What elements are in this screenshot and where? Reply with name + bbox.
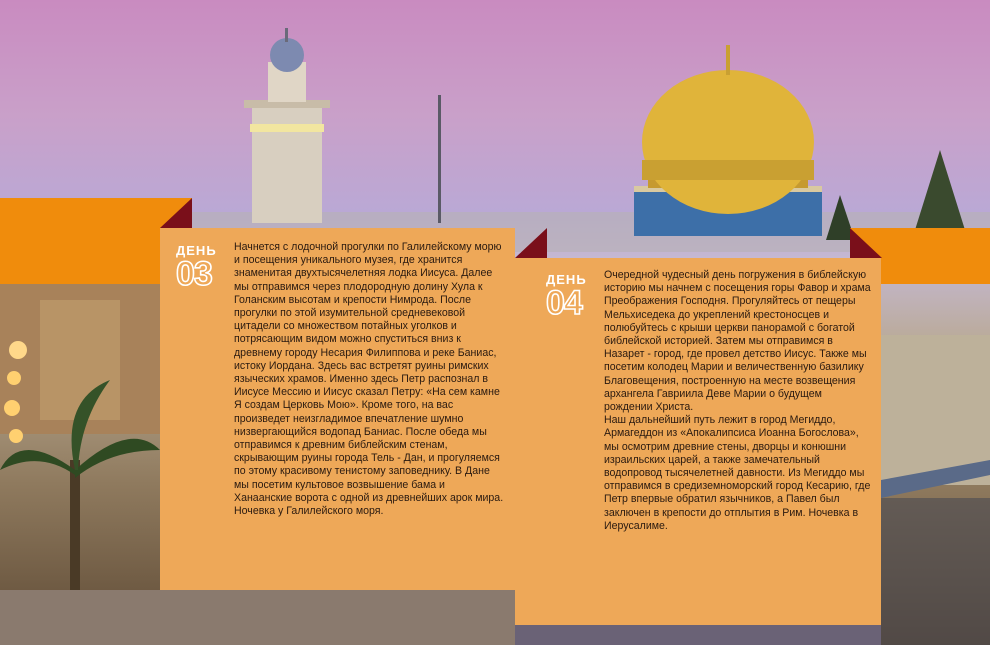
day-04-panel bbox=[515, 258, 881, 625]
day-word: ДЕНЬ bbox=[546, 272, 587, 287]
ribbon-fold-left bbox=[160, 198, 192, 228]
day-number: 03 bbox=[176, 255, 212, 293]
ribbon-fold-right bbox=[850, 228, 882, 258]
minaret-illustration bbox=[244, 28, 330, 223]
day-03-panel bbox=[160, 228, 515, 590]
day-03-description: Начнется с лодочной прогулки по Галилейскому морю и посещения уникального музея, где хранится знаменитая двухтысячелетняя лодка Иисуса. Далее мы отправимся через плодородную долину Хула к Голанским высотам и крепости Нимрода. После прогулки по этой изумительной средневековой цитадели со множеством потайных уголков и потрясающим видом можно спуститься вниз к древнему городу Несария Филиппова и реке Баниас, истоку Иордана. Здесь вас встретят руины римских языческих храмов. Именно здесь Петр распознал в Иисусе Мессию и Иисус сказал Петру: «На сем камне Я создам Церковь Мою». Кроме того, на вас произведет неизгладимое впечатление шумно низвергающийся водопад Баниас. После обеда мы отправимся к древним библейским стенам, скрывающим руины города Тель - Дан, и прогуляемся по этому красивому тенистому заповеднику. В Дане мы посетим культовое возвышение бама и Ханаанские ворота с одной из древнейших арок мира. Ночевка у Галилейского моря. bbox=[234, 241, 504, 518]
day-04-label bbox=[546, 272, 587, 322]
ribbon-fold-middle bbox=[515, 228, 547, 258]
day-04-description: Очередной чудесный день погружения в библейскую историю мы начнем с посещения горы Фавор и храма Преображения Господня. Прогуляйтесь от пещеры Мельхиседека до укреплений крестоносцев и полюбуйтесь с крыши церкви панорамой с богатой библейской историей. Затем мы отправимся в Назарет - город, где провел детство Иисус. Также мы посетим колодец Марии и величественную базилику Благовещения, построенную на месте возвещения архангела Гавриила Деве Марии о будущем рождении Христа. Наш дальнейший путь лежит в город Мегиддо, Армагеддон из «Апокалипсиса Иоанна Богослова», мы осмотрим древние стены, дворцы и конюшни израильских царей, а также замечательный водопровод тысячелетней давности. Из Мегиддо мы отправимся в средиземноморский город Кесарию, где Петр впервые обратил язычников, а Павел был заключен в крепости до отплытия в Рим. Ночевка в Иерусалиме. bbox=[604, 269, 871, 532]
dome-of-the-rock-illustration bbox=[634, 45, 822, 236]
day-03-label bbox=[176, 243, 217, 293]
day-number: 04 bbox=[546, 284, 582, 322]
day-word: ДЕНЬ bbox=[176, 243, 217, 258]
